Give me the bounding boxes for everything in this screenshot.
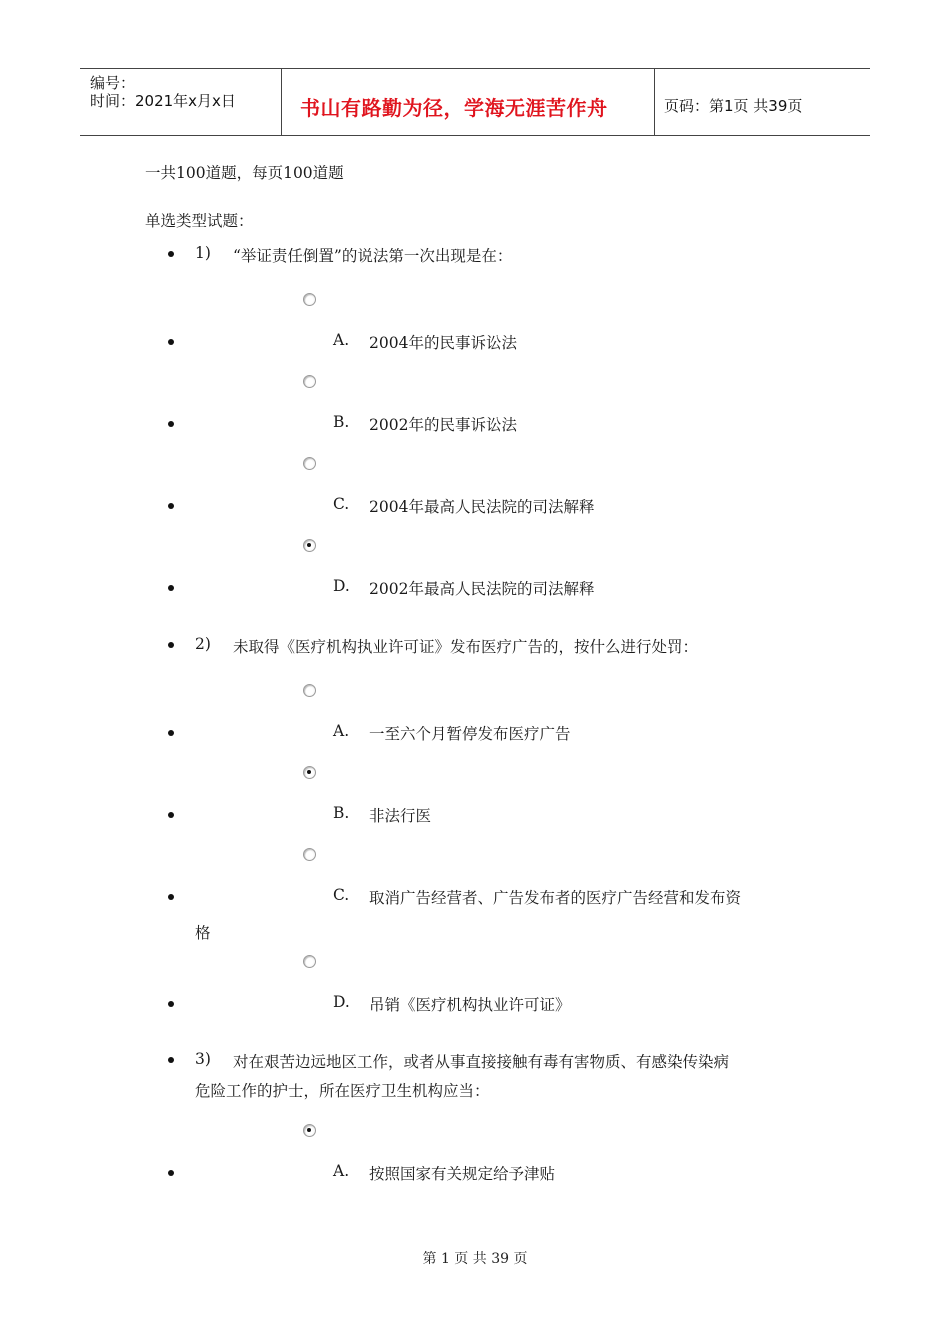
question-text: 未取得《医疗机构执业许可证》发布医疗广告的，按什么进行处罚： (233, 638, 699, 656)
bullet (168, 1170, 174, 1176)
radio-q2-option-d[interactable] (303, 955, 316, 968)
bullet (168, 585, 174, 591)
option-letter: A. (333, 722, 350, 740)
option-text: 2004年的民事诉讼法 (369, 334, 517, 352)
radio-q1-option-c[interactable] (303, 457, 316, 470)
header-motto: 书山有路勤为径，学海无涯苦作舟 (300, 96, 608, 120)
option-text: 取消广告经营者、广告发布者的医疗广告经营和发布资 (369, 889, 742, 907)
option-letter: A. (333, 331, 350, 349)
option-text: 按照国家有关规定给予津贴 (369, 1165, 556, 1183)
option-letter: D. (333, 993, 350, 1011)
question-text: 对在艰苦边远地区工作，或者从事直接接触有毒有害物质、有感染传染病 (233, 1053, 730, 1071)
header-bottom-border (80, 135, 870, 136)
section-title: 单选类型试题： (145, 212, 254, 230)
option-text-continuation: 格 (195, 924, 211, 942)
bullet (168, 339, 174, 345)
question-number: 3) (195, 1050, 211, 1068)
bullet (168, 894, 174, 900)
option-text: 2002年的民事诉讼法 (369, 416, 517, 434)
question-number: 1) (195, 244, 211, 262)
bullet (168, 503, 174, 509)
radio-q1-option-d[interactable] (303, 539, 316, 552)
option-letter: B. (333, 413, 350, 431)
bullet (168, 642, 174, 648)
option-text: 非法行医 (369, 807, 432, 825)
radio-q2-option-b[interactable] (303, 766, 316, 779)
bullet (168, 812, 174, 818)
option-text: 一至六个月暂停发布医疗广告 (369, 725, 571, 743)
bullet (168, 421, 174, 427)
header-divider-right (654, 68, 655, 136)
radio-q2-option-c[interactable] (303, 848, 316, 861)
question-count-line: 一共100道题，每页100道题 (145, 164, 344, 182)
bullet (168, 251, 174, 257)
option-text: 2004年最高人民法院的司法解释 (369, 498, 595, 516)
bullet (168, 1001, 174, 1007)
question-number: 2) (195, 635, 211, 653)
header-page-info: 页码：第1页 共39页 (664, 97, 803, 115)
header-divider-left (281, 68, 282, 136)
radio-q2-option-a[interactable] (303, 684, 316, 697)
page-footer: 第 1 页 共 39 页 (422, 1251, 528, 1267)
option-letter: A. (333, 1162, 350, 1180)
header-top-border (80, 68, 870, 69)
bullet (168, 1057, 174, 1063)
question-text: “举证责任倒置”的说法第一次出现是在： (233, 247, 513, 265)
option-letter: D. (333, 577, 350, 595)
option-text: 2002年最高人民法院的司法解释 (369, 580, 595, 598)
header-date-label: 时间：2021年x月x日 (90, 92, 236, 110)
radio-q1-option-a[interactable] (303, 293, 316, 306)
option-letter: C. (333, 886, 350, 904)
option-letter: B. (333, 804, 350, 822)
header-code-label: 编号： (90, 74, 136, 92)
bullet (168, 730, 174, 736)
question-text-continuation: 危险工作的护士，所在医疗卫生机构应当： (195, 1082, 490, 1100)
option-letter: C. (333, 495, 350, 513)
option-text: 吊销《医疗机构执业许可证》 (369, 996, 571, 1014)
radio-q3-option-a[interactable] (303, 1124, 316, 1137)
radio-q1-option-b[interactable] (303, 375, 316, 388)
